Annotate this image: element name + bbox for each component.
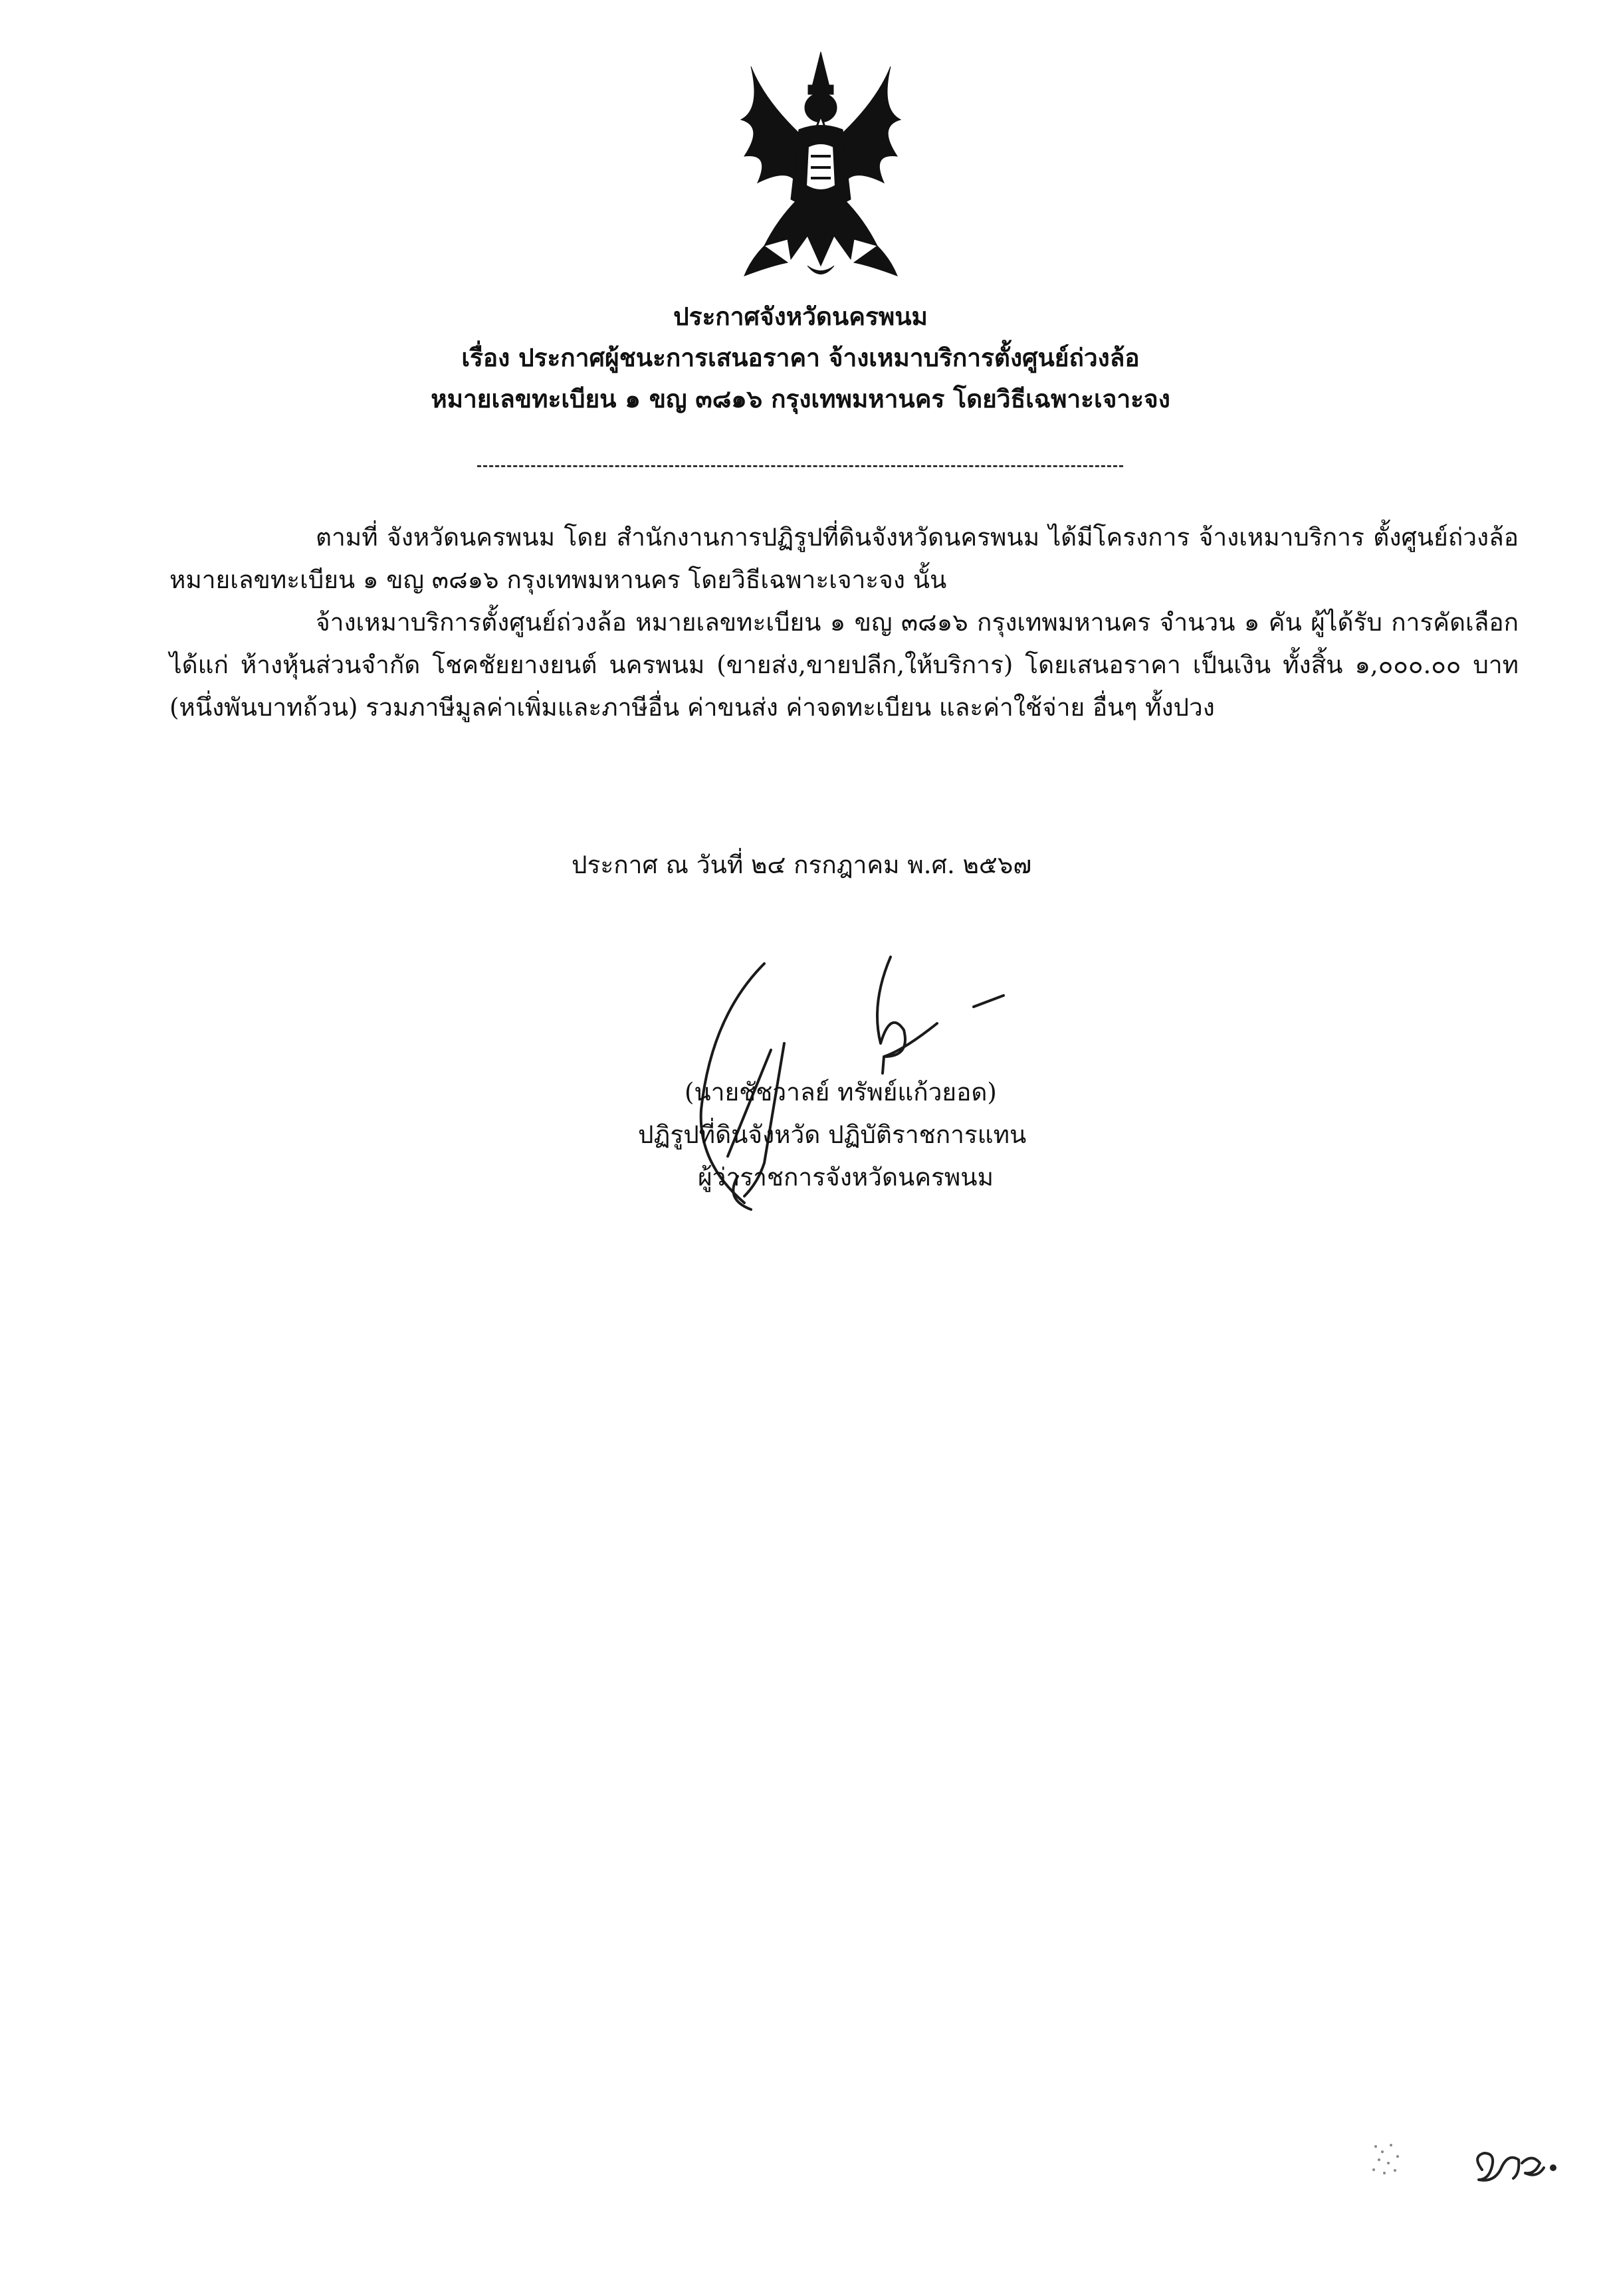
organization-title: ประกาศจังหวัดนครพนม (673, 302, 928, 331)
signatory-position: ปฏิรูปที่ดินจังหวัด ปฏิบัติราชการแทน (638, 1120, 1027, 1149)
header-divider (477, 465, 1123, 467)
signatory-name: (นายชัชวาลย์ ทรัพย์แก้วยอด) (685, 1078, 997, 1106)
body-paragraph-1: ตามที่ จังหวัดนครพนม โดย สำนักงานการปฏิรูปที่ดินจังหวัดนครพนม ได้มีโครงการ จ้างเหมาบริการ ตั้งศูนย์ถ่วงล้อ หมายเลขทะเบียน ๑ ขญ ๓๘๑๖ กรุงเทพมหานคร โดยวิธีเฉพาะเจาะจง นั้น (169, 523, 1519, 594)
subject-line-continued: หมายเลขทะเบียน ๑ ขญ ๓๘๑๖ กรุงเทพมหานคร โดยวิธีเฉพาะเจาะจง (431, 384, 1170, 413)
announcement-date: ประกาศ ณ วันที่ ๒๔ กรกฎาคม พ.ศ. ๒๕๖๗ (572, 851, 1032, 879)
garuda-emblem-icon (724, 47, 917, 286)
corner-annotation (1366, 2127, 1565, 2206)
body-paragraph-2: จ้างเหมาบริการตั้งศูนย์ถ่วงล้อ หมายเลขทะเบียน ๑ ขญ ๓๘๑๖ กรุงเทพมหานคร จำนวน ๑ คัน ผู้ได้รับ การคัดเลือก ได้แก่ ห้างหุ้นส่วนจำกัด โชคชัยยางยนต์ นครพนม (ขายส่ง,ขายปลีก,ให้บริการ) โดยเสนอราคา เป็นเงิน ทั้งสิ้น ๑,๐๐๐.๐๐ บาท (หนึ่งพันบาทถ้วน) รวมภาษีมูลค่าเพิ่มและภาษีอื่น ค่าขนส่ง ค่าจดทะเบียน และค่าใช้จ่าย อื่นๆ ทั้งปวง (169, 608, 1519, 722)
subject-line: เรื่อง ประกาศผู้ชนะการเสนอราคา จ้างเหมาบริการตั้งศูนย์ถ่วงล้อ (461, 343, 1140, 372)
document-header (133, 296, 1468, 419)
signatory-acting-for: ผู้ว่าราชการจังหวัดนครพนม (698, 1163, 994, 1192)
signature-block (638, 1071, 1143, 1199)
